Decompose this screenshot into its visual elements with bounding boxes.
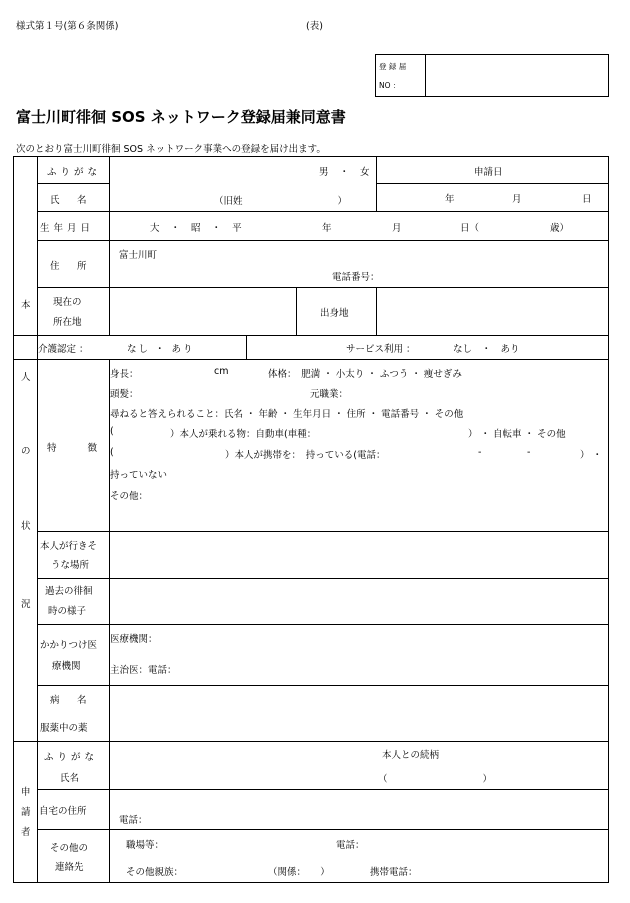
attending-doctor-label: 主治医：電話：: [110, 665, 177, 676]
birth-year-label: 年: [322, 223, 332, 234]
hair-label: 頭髪：: [110, 389, 139, 400]
carry-close: ） ・: [580, 450, 603, 461]
form-side: (表): [306, 21, 323, 32]
application-month-label: 月: [512, 194, 522, 205]
carry-dash-2: -: [527, 447, 531, 458]
disease-medication-field[interactable]: [111, 687, 607, 740]
doctor-label-2: 療機関: [52, 661, 81, 672]
likely-places-label-2: うな場所: [51, 560, 90, 571]
applicant-furigana-label: ふりがな: [44, 752, 99, 763]
applicant-phone-label: 電話：: [119, 815, 148, 826]
side-applicant-2: 請: [21, 807, 31, 818]
side-applicant-3: 者: [21, 827, 31, 838]
features-label: 特 徴: [47, 443, 102, 454]
past-wandering-field[interactable]: [111, 580, 607, 623]
application-day-label: 日: [582, 194, 592, 205]
relation-field[interactable]: （ ）: [378, 774, 493, 785]
care-certification-options[interactable]: なし ・ あり: [127, 344, 195, 355]
carry-dash-1: -: [478, 447, 482, 458]
current-location-field[interactable]: [111, 289, 295, 334]
mobile-phone-label: 携帯電話：: [370, 867, 418, 878]
carry-phone-label: ）本人が携帯を： 持っている(電話：: [225, 450, 386, 461]
medical-institution-label: 医療機関：: [110, 634, 158, 645]
body-type-options[interactable]: 体格： 肥満 ・ 小太り ・ ふつう ・ 痩せぎみ: [268, 369, 462, 380]
birthdate-era-options[interactable]: 大 ・ 昭 ・ 平: [150, 223, 246, 234]
relation-label: 本人との続柄: [382, 750, 440, 761]
side-person-1: 本: [21, 300, 31, 311]
other-contact-label-2: 連絡先: [55, 862, 84, 873]
registration-no-label: NO ：: [379, 81, 401, 90]
disease-label: 病 名: [50, 695, 91, 706]
intro-text: 次のとおり富士川町徘徊 SOS ネットワーク事業への登録を届け出ます。: [16, 144, 326, 155]
service-use-options[interactable]: なし ・ あり: [453, 344, 520, 355]
height-label: 身長：: [110, 369, 139, 380]
likely-places-label-1: 本人が行きそ: [40, 541, 98, 552]
current-location-label-1: 現在の: [53, 297, 82, 308]
not-carrying-option[interactable]: 持っていない: [110, 470, 168, 481]
home-address-label: 自宅の住所: [39, 806, 87, 817]
other-relative-relation: （関係： ）: [268, 867, 330, 878]
registration-number-field[interactable]: [427, 56, 607, 95]
application-date-label: 申請日: [474, 167, 503, 178]
side-person-4: 状: [21, 521, 31, 532]
gender-options[interactable]: 男 ・ 女: [319, 167, 374, 178]
side-person-3: の: [21, 446, 31, 457]
furigana-field[interactable]: [111, 158, 341, 182]
birthdate-label: 生年月日: [40, 223, 95, 234]
medication-label: 服薬中の薬: [40, 723, 88, 734]
address-phone-label: 電話番号：: [332, 272, 380, 283]
answerable-options[interactable]: 尋ねると答えられること：氏名 ・ 年齢 ・ 生年月日 ・ 住所 ・ 電話番号 ・ その他: [110, 409, 464, 420]
current-location-label-2: 所在地: [53, 317, 82, 328]
birth-day-label: 日（: [460, 223, 480, 234]
other-relative-label: その他親族：: [126, 867, 184, 878]
care-certification-label: 介護認定 ：: [38, 344, 89, 355]
vehicle-label: ）本人が乗れる物：自動車(車種：: [170, 429, 317, 440]
workplace-phone-label: 電話：: [336, 840, 365, 851]
address-value[interactable]: 富士川町: [119, 250, 158, 261]
vehicle-paren: (: [110, 426, 114, 437]
likely-places-field[interactable]: [111, 533, 607, 577]
hometown-label: 出身地: [320, 308, 349, 319]
height-unit: cm: [214, 366, 229, 377]
doctor-label-1: かかりつけ医: [40, 640, 98, 651]
registration-label: 登 録 届: [379, 62, 407, 71]
applicant-name-field[interactable]: [111, 743, 371, 788]
form-number: 様式第１号(第６条関係): [16, 21, 119, 32]
workplace-label: 職場等：: [126, 840, 165, 851]
past-wandering-label-2: 時の様子: [48, 606, 87, 617]
former-name-field[interactable]: （旧姓 ）: [214, 196, 348, 207]
birth-month-label: 月: [392, 223, 402, 234]
page-title: 富士川町徘徊 SOS ネットワーク登録届兼同意書: [16, 108, 346, 126]
other-features-label: その他：: [110, 491, 149, 502]
service-use-label: サービス利用 ：: [346, 344, 416, 355]
applicant-name-label: 氏名: [60, 773, 80, 784]
side-person-5: 況: [21, 599, 31, 610]
furigana-label: ふりがな: [47, 167, 102, 178]
application-year-label: 年: [445, 194, 455, 205]
past-wandering-label-1: 過去の徘徊: [45, 586, 93, 597]
carry-paren: (: [110, 447, 114, 458]
former-job-label: 元職業：: [310, 389, 349, 400]
side-applicant-1: 申: [21, 787, 31, 798]
age-label: 歳）: [550, 223, 570, 234]
hometown-field[interactable]: [378, 289, 607, 334]
address-label: 住 所: [50, 261, 91, 272]
name-label: 氏 名: [50, 195, 91, 206]
other-contact-label-1: その他の: [50, 843, 89, 854]
side-person-2: 人: [21, 372, 31, 383]
vehicle-options[interactable]: ） ・ 自転車 ・ その他: [468, 429, 566, 440]
